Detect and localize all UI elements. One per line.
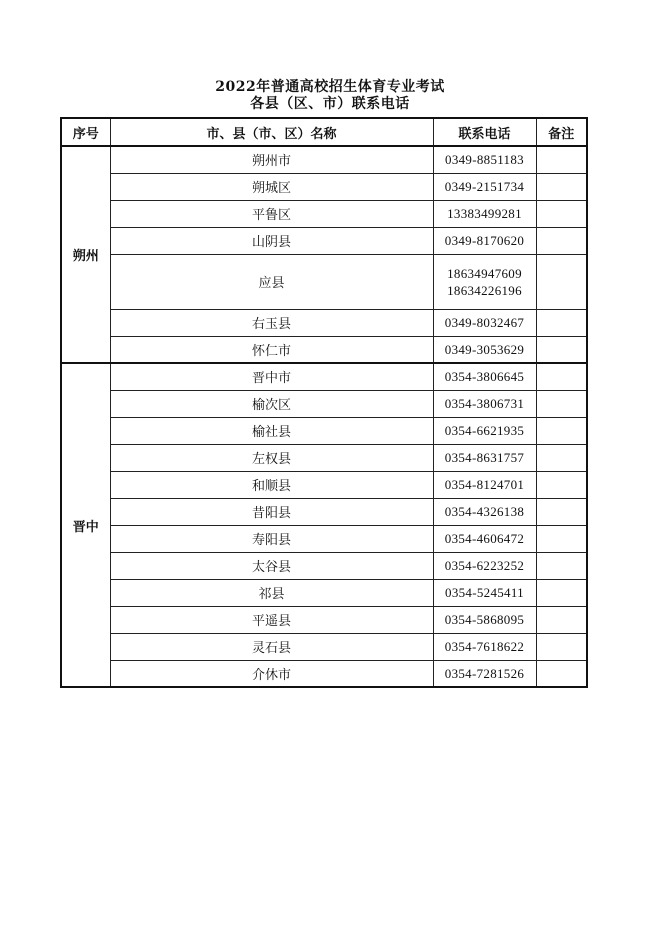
note-cell — [536, 146, 587, 173]
table-row — [61, 525, 587, 552]
phone-line: 0349-8032467 — [444, 315, 525, 330]
note-cell — [536, 363, 587, 390]
phone-number — [433, 417, 536, 444]
phone-number — [433, 498, 536, 525]
phone-line: 0354-3806731 — [444, 396, 525, 411]
note-cell — [536, 552, 587, 579]
table-row — [61, 633, 587, 660]
area-name: 晋中市 — [110, 363, 433, 390]
phone-number — [433, 552, 536, 579]
note-cell — [536, 525, 587, 552]
phone-line: 0349-8851183 — [445, 152, 524, 168]
phone-number — [433, 633, 536, 660]
phone-number — [433, 363, 536, 390]
note-cell — [536, 309, 587, 336]
phone-number — [433, 579, 536, 606]
area-name: 平遥县 — [110, 606, 433, 633]
area-name: 左权县 — [110, 444, 433, 471]
phone-number — [433, 336, 536, 363]
area-name: 祁县 — [110, 579, 433, 606]
document-subtitle: 各县（区、市）联系电话 — [250, 96, 410, 112]
phone-number — [433, 254, 536, 309]
contact-table — [60, 117, 588, 688]
note-cell — [536, 173, 587, 200]
table-row — [61, 309, 587, 336]
phone-number — [433, 444, 536, 471]
phone-line: 0354-5868095 — [444, 612, 525, 627]
phone-number — [433, 173, 536, 200]
table-row — [61, 390, 587, 417]
phone-line: 0354-5245411 — [445, 585, 524, 600]
table-row — [61, 227, 587, 254]
phone-number — [433, 227, 536, 254]
area-name: 怀仁市 — [110, 336, 433, 363]
note-cell — [536, 606, 587, 633]
phone-line: 0349-3053629 — [444, 341, 525, 357]
phone-number — [433, 309, 536, 336]
table-row — [61, 552, 587, 579]
region-label: 晋中 — [61, 363, 110, 687]
note-cell — [536, 633, 587, 660]
phone-line: 0354-7618622 — [444, 639, 525, 654]
phone-number — [433, 606, 536, 633]
table-row — [61, 579, 587, 606]
phone-number — [433, 146, 536, 173]
table-row — [61, 200, 587, 227]
table-row — [61, 146, 587, 173]
phone-number — [433, 525, 536, 552]
note-cell — [536, 390, 587, 417]
area-name: 应县 — [110, 254, 433, 309]
table-row — [61, 363, 587, 390]
document-title: 2022年普通高校招生体育专业考试 — [215, 79, 445, 95]
table-row — [61, 444, 587, 471]
phone-line: 18634226196 — [447, 282, 522, 298]
table-row — [61, 471, 587, 498]
header-note: 备注 — [536, 118, 587, 146]
header-name: 市、县（市、区）名称 — [110, 118, 433, 146]
area-name: 榆次区 — [110, 390, 433, 417]
area-name: 榆社县 — [110, 417, 433, 444]
phone-line: 18634947609 — [447, 265, 522, 281]
area-name: 平鲁区 — [110, 200, 433, 227]
note-cell — [536, 254, 587, 309]
header-phone: 联系电话 — [433, 118, 536, 146]
phone-number — [433, 390, 536, 417]
area-name: 和顺县 — [110, 471, 433, 498]
note-cell — [536, 227, 587, 254]
note-cell — [536, 471, 587, 498]
table-row — [61, 254, 587, 309]
area-name: 朔州市 — [110, 146, 433, 173]
table-row — [61, 417, 587, 444]
phone-line: 0354-4606472 — [444, 531, 525, 546]
region-group — [61, 363, 587, 687]
note-cell — [536, 444, 587, 471]
note-cell — [536, 498, 587, 525]
phone-line: 0354-8124701 — [444, 477, 525, 492]
table-row — [61, 498, 587, 525]
phone-line: 0349-8170620 — [444, 233, 525, 248]
region-label: 朔州 — [61, 146, 110, 363]
table-row — [61, 660, 587, 687]
note-cell — [536, 660, 587, 687]
phone-line: 0354-4326138 — [444, 504, 525, 519]
table-row — [61, 173, 587, 200]
phone-line: 0349-2151734 — [444, 179, 525, 194]
area-name: 介休市 — [110, 660, 433, 687]
note-cell — [536, 200, 587, 227]
phone-line: 0354-6621935 — [444, 423, 525, 438]
area-name: 右玉县 — [110, 309, 433, 336]
area-name: 寿阳县 — [110, 525, 433, 552]
phone-number — [433, 471, 536, 498]
area-name: 山阴县 — [110, 227, 433, 254]
phone-line: 13383499281 — [447, 206, 522, 221]
phone-number — [433, 200, 536, 227]
area-name: 昔阳县 — [110, 498, 433, 525]
phone-line: 0354-8631757 — [444, 450, 525, 465]
table-row — [61, 606, 587, 633]
phone-number — [433, 660, 536, 687]
phone-line: 0354-6223252 — [444, 558, 525, 573]
region-group — [61, 146, 587, 363]
note-cell — [536, 336, 587, 363]
phone-line: 0354-7281526 — [444, 665, 525, 681]
note-cell — [536, 417, 587, 444]
area-name: 朔城区 — [110, 173, 433, 200]
table-header-row — [61, 118, 587, 146]
phone-line: 0354-3806645 — [444, 369, 525, 385]
header-seq: 序号 — [61, 118, 110, 146]
area-name: 太谷县 — [110, 552, 433, 579]
note-cell — [536, 579, 587, 606]
area-name: 灵石县 — [110, 633, 433, 660]
table-row — [61, 336, 587, 363]
